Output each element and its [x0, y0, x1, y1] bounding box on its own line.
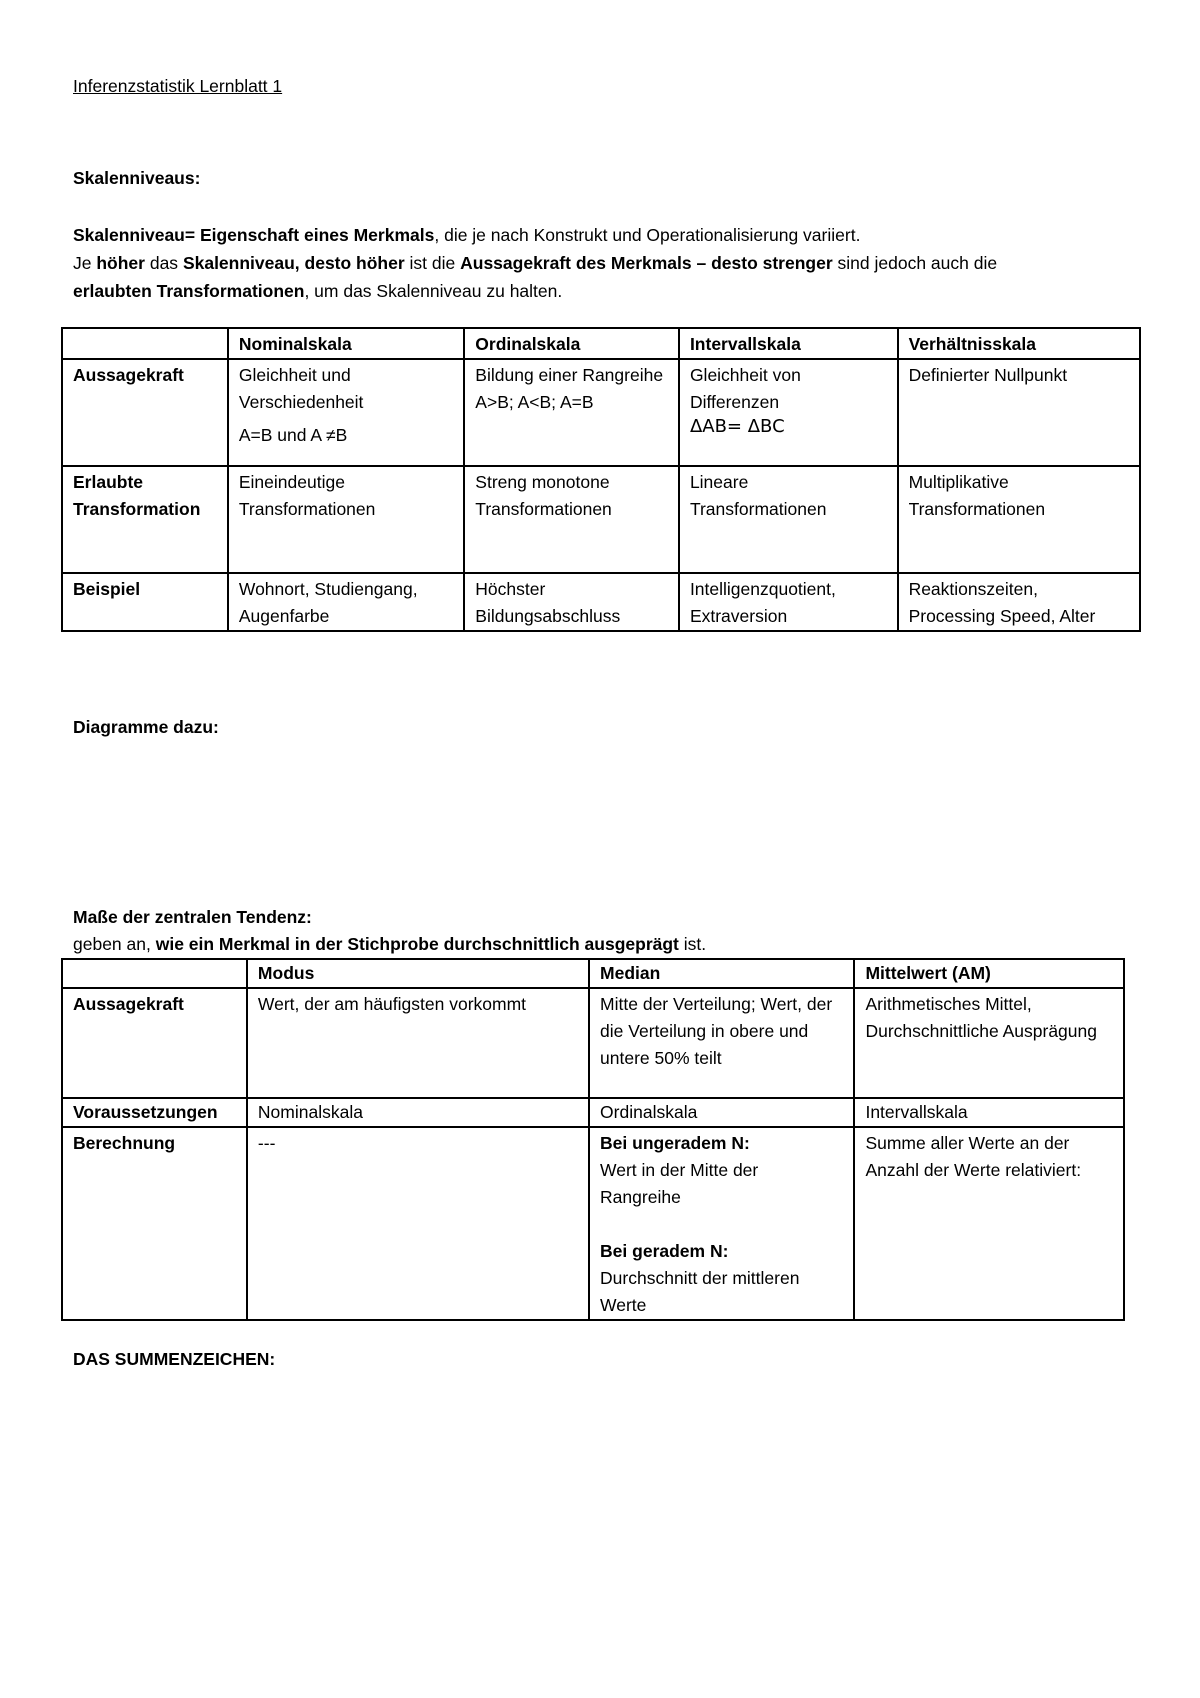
table-header-cell: Modus — [247, 959, 589, 988]
table-cell — [679, 359, 898, 466]
table-cell: Summe aller Werte an der Anzahl der Werte relativiert: — [854, 1127, 1124, 1320]
intro-paragraph — [73, 221, 1143, 305]
section-heading-diagramme: Diagramme dazu: — [73, 717, 219, 737]
intro-bold: Aussagekraft des Merkmals – desto strenger — [460, 253, 833, 273]
table-cell: Definierter Nullpunkt — [898, 359, 1140, 466]
intro-bold: höher — [96, 253, 145, 273]
cell-spacer — [600, 1211, 843, 1238]
table-cell: Wohnort, Studiengang, Augenfarbe — [228, 573, 464, 631]
page-title: Inferenzstatistik Lernblatt 1 — [73, 76, 283, 96]
cell-formula: A>B; A<B; A=B — [475, 392, 594, 412]
intro-bold: Skalenniveau= Eigenschaft eines Merkmals — [73, 225, 435, 245]
table-header-row — [62, 959, 1124, 988]
table-row — [62, 573, 1140, 631]
table-row — [62, 1127, 1124, 1320]
table-cell: Eineindeutige Transformationen — [228, 466, 464, 573]
table-row — [62, 1098, 1124, 1127]
intro-text: sind jedoch auch die — [832, 253, 998, 273]
desc-text: geben an, — [73, 934, 156, 954]
table-row — [62, 466, 1140, 573]
table-cell: Arithmetisches Mittel, Durchschnittliche Ausprägung — [854, 988, 1124, 1098]
intro-text: ist die — [404, 253, 461, 273]
intro-bold: Skalenniveau, desto höher — [182, 253, 405, 273]
row-label: Voraussetzungen — [62, 1098, 247, 1127]
table-cell: Intelligenzquotient, Extraversion — [679, 573, 898, 631]
cell-text: Gleichheit von Differenzen — [689, 365, 801, 412]
section-heading-zentrale-tendenz: Maße der zentralen Tendenz: — [73, 907, 312, 927]
intro-text: Je — [73, 253, 97, 273]
row-label: Erlaubte Transformation — [62, 466, 228, 573]
table-header-cell: Nominalskala — [228, 328, 464, 359]
cell-text: Durchschnitt der mittleren Werte — [600, 1268, 800, 1315]
table-cell — [589, 1127, 854, 1320]
table-cell: Nominalskala — [247, 1098, 589, 1127]
table-row — [62, 359, 1140, 466]
desc-bold: wie ein Merkmal in der Stichprobe durchschnittlich ausgeprägt — [155, 934, 679, 954]
table-header-cell: Mittelwert (AM) — [854, 959, 1124, 988]
cell-subheading: Bei ungeradem N: — [600, 1133, 750, 1153]
table-header-cell — [62, 959, 247, 988]
cell-formula: A=B und A ≠B — [238, 425, 348, 445]
intro-line-2 — [73, 249, 1143, 277]
table-cell: Reaktionszeiten, Processing Speed, Alter — [898, 573, 1140, 631]
cell-formula: ΔAB= ΔBC — [689, 416, 785, 437]
table-cell: Ordinalskala — [589, 1098, 854, 1127]
section-heading-skalenniveaus: Skalenniveaus: — [73, 168, 201, 188]
row-label: Aussagekraft — [62, 988, 247, 1098]
table-cell: Mitte der Verteilung; Wert, der die Verteilung in obere und untere 50% teilt — [589, 988, 854, 1098]
table-cell — [464, 359, 679, 466]
zentrale-tendenz-table — [61, 958, 1125, 1321]
table-cell: Intervallskala — [854, 1098, 1124, 1127]
row-label: Berechnung — [62, 1127, 247, 1320]
table-cell: Wert, der am häufigsten vorkommt — [247, 988, 589, 1098]
intro-line-1 — [73, 221, 1143, 249]
table-row — [62, 988, 1124, 1098]
intro-text: , die je nach Konstrukt und Operationalisierung variiert. — [434, 225, 861, 245]
intro-line-3 — [73, 277, 1143, 305]
intro-text: , um das Skalenniveau zu halten. — [304, 281, 563, 301]
cell-subheading: Bei geradem N: — [600, 1241, 729, 1261]
table-cell: Höchster Bildungsabschluss — [464, 573, 679, 631]
skalenniveau-table — [61, 327, 1141, 632]
intro-text: das — [144, 253, 183, 273]
desc-text: ist. — [678, 934, 707, 954]
row-label: Beispiel — [62, 573, 228, 631]
table-cell: --- — [247, 1127, 589, 1320]
section-heading-summenzeichen: DAS SUMMENZEICHEN: — [73, 1349, 276, 1369]
table-cell: Multiplikative Transformationen — [898, 466, 1140, 573]
table-header-row — [62, 328, 1140, 359]
table-cell — [228, 359, 464, 466]
zentrale-tendenz-description — [73, 934, 706, 955]
table-cell: Streng monotone Transformationen — [464, 466, 679, 573]
table-header-cell — [62, 328, 228, 359]
cell-text: Bildung einer Rangreihe — [475, 365, 664, 385]
table-cell: Lineare Transformationen — [679, 466, 898, 573]
table-header-cell: Intervallskala — [679, 328, 898, 359]
cell-text: Wert in der Mitte der Rangreihe — [600, 1160, 759, 1207]
intro-bold: erlaubten Transformationen — [73, 281, 305, 301]
table-header-cell: Median — [589, 959, 854, 988]
table-header-cell: Ordinalskala — [464, 328, 679, 359]
cell-text: Gleichheit und Verschiedenheit — [238, 365, 364, 412]
table-header-cell: Verhältnisskala — [898, 328, 1140, 359]
row-label: Aussagekraft — [62, 359, 228, 466]
